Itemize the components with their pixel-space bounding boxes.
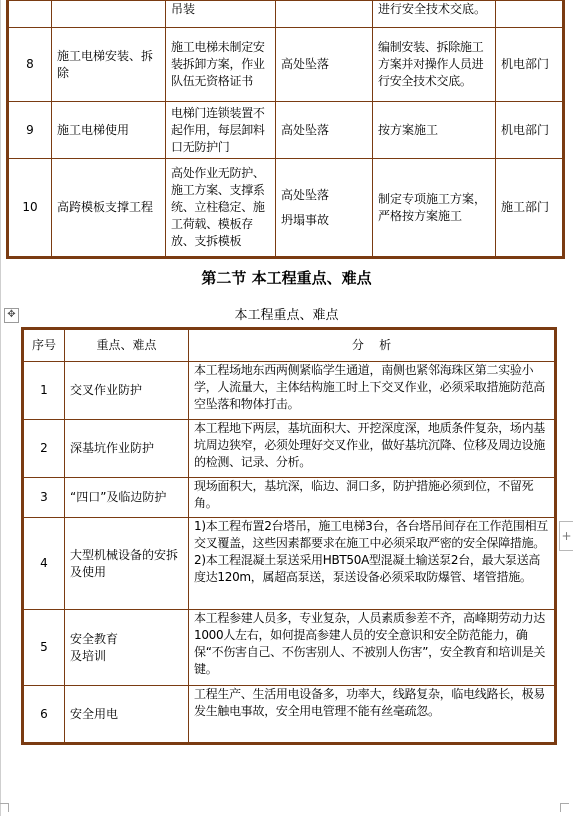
header-no: 序号 xyxy=(23,329,65,362)
analysis-line: 1)本工程布置2台塔吊，施工电梯3台，各台塔吊间存在工作范围相互交叉覆盖，这些因素都要求在施工中必须采取严密的安全保障措施。 xyxy=(194,519,548,550)
risk-line: 高处坠落 xyxy=(281,187,330,202)
cell-risk: 高处坠落 xyxy=(276,28,373,102)
table-row xyxy=(23,420,556,478)
header-item: 重点、难点 xyxy=(65,329,189,362)
cell-no: 6 xyxy=(23,686,65,744)
table-row xyxy=(23,518,556,610)
analysis-line: 2)本工程混凝土泵送采用HBT50A型混凝土输送泵2台，最大泵送高度达120m，属超高泵送，泵送设备必须采取防爆管、堵管措施。 xyxy=(194,553,541,584)
table-header-row xyxy=(23,329,556,362)
table-row xyxy=(23,362,556,420)
cell-risk: 高处坠落 xyxy=(276,102,373,159)
cell-risk xyxy=(276,0,373,28)
cell-no: 2 xyxy=(23,420,65,478)
cell-dept: 施工部门 xyxy=(496,159,564,258)
cell-analysis: 本工程地下两层，基坑面积大、开挖深度深，地质条件复杂，场内基坑周边狭窄，必须处理好交叉作业，做好基坑沉降、位移及周边设施的检测、记录、分析。 xyxy=(189,420,556,478)
table-row xyxy=(8,0,564,28)
cell-item: 深基坑作业防护 xyxy=(65,420,189,478)
cell-item: 交叉作业防护 xyxy=(65,362,189,420)
cell-hazard: 吊装 xyxy=(166,0,276,28)
cell-analysis xyxy=(189,518,556,610)
cell-no xyxy=(8,0,52,28)
cell-dept: 机电部门 xyxy=(496,102,564,159)
cell-measure: 进行安全技术交底。 xyxy=(373,0,496,28)
page-edge xyxy=(0,0,1,816)
table-row xyxy=(8,159,564,258)
cell-item xyxy=(52,0,166,28)
cell-measure: 编制安装、拆除施工方案并对操作人员进行安全技术交底。 xyxy=(373,28,496,102)
cell-no: 3 xyxy=(23,478,65,518)
cell-no: 5 xyxy=(23,610,65,686)
hazard-table xyxy=(6,0,565,259)
table-row xyxy=(23,478,556,518)
cell-no: 8 xyxy=(8,28,52,102)
cell-item: “四口”及临边防护 xyxy=(65,478,189,518)
table-caption: 本工程重点、难点 xyxy=(234,308,339,323)
cell-no: 4 xyxy=(23,518,65,610)
cell-no: 9 xyxy=(8,102,52,159)
risk-line: 坍塌事故 xyxy=(281,212,330,227)
cell-dept xyxy=(496,0,564,28)
table-row xyxy=(8,102,564,159)
cell-analysis: 现场面积大，基坑深，临边、洞口多，防护措施必须到位，不留死角。 xyxy=(189,478,556,518)
cell-item: 施工电梯安装、拆除 xyxy=(52,28,166,102)
section-title: 第二节 本工程重点、难点 xyxy=(201,269,372,287)
cell-no: 10 xyxy=(8,159,52,258)
key-points-table xyxy=(21,327,557,745)
cell-item: 大型机械设备的安拆及使用 xyxy=(65,518,189,610)
page-corner-mark xyxy=(0,803,9,812)
cell-analysis: 本工程参建人员多，专业复杂，人员素质参差不齐，高峰期劳动力达1000人左右，如何提高参建人员的安全意识和安全防范能力，确保“不伤害自己、不伤害别人、不被别人伤害”，安全教育和培训是关键。 xyxy=(189,610,556,686)
item-line: 安全教育 xyxy=(70,631,119,646)
cell-risk xyxy=(276,159,373,258)
cell-item xyxy=(65,610,189,686)
table-move-icon[interactable]: ✥ xyxy=(4,308,19,323)
header-analysis: 分 析 xyxy=(189,329,556,362)
cell-hazard: 施工电梯未制定安装拆卸方案，作业队伍无资格证书 xyxy=(166,28,276,102)
cell-measure: 制定专项施工方案，严格按方案施工 xyxy=(373,159,496,258)
cell-hazard: 高处作业无防护、施工方案、支撑系统、立柱稳定、施工荷载、模板存放、支拆模板 xyxy=(166,159,276,258)
cell-item: 高跨模板支撑工程 xyxy=(52,159,166,258)
cell-item: 施工电梯使用 xyxy=(52,102,166,159)
table-row xyxy=(23,686,556,744)
cell-measure: 按方案施工 xyxy=(373,102,496,159)
cell-analysis: 工程生产、生活用电设备多，功率大，线路复杂，临电线路长，极易发生触电事故，安全用电管理不能有丝毫疏忽。 xyxy=(189,686,556,744)
item-line: 及培训 xyxy=(70,648,107,663)
cell-dept: 机电部门 xyxy=(496,28,564,102)
cell-hazard: 电梯门连锁装置不起作用，每层卸料口无防护门 xyxy=(166,102,276,159)
add-column-icon[interactable]: + xyxy=(559,521,573,551)
table-row xyxy=(23,610,556,686)
cell-item: 安全用电 xyxy=(65,686,189,744)
cell-no: 1 xyxy=(23,362,65,420)
cell-analysis: 本工程场地东西两侧紧临学生通道，南侧也紧邻海珠区第二实验小学，人流量大，主体结构施工时上下交叉作业，必须采取措施防范高空坠落和物体打击。 xyxy=(189,362,556,420)
page-corner-mark xyxy=(560,803,569,812)
table-row xyxy=(8,28,564,102)
